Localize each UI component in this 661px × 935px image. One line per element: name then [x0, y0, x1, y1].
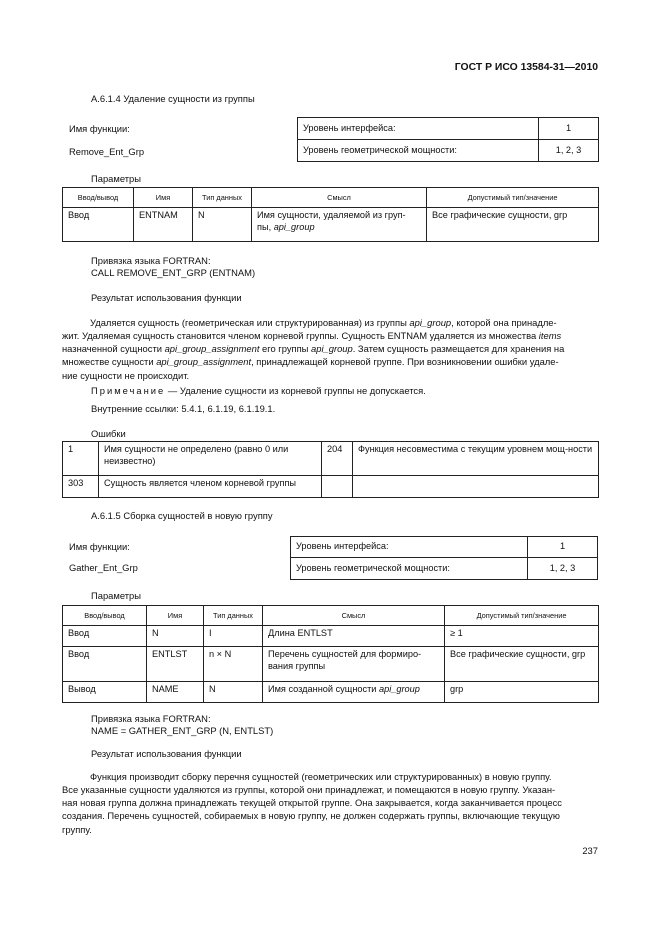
params-label-gather: Параметры — [91, 590, 141, 601]
page-number: 237 — [582, 845, 598, 856]
table-row: Ввод ENTNAM N Имя сущности, удаляемой из груп- пы, api_group Все графические сущности, grp — [63, 208, 599, 242]
document-header: ГОСТ Р ИСО 13584-31—2010 — [454, 62, 598, 73]
geometry-level-value: 1, 2, 3 — [539, 140, 599, 162]
fn-name-gather: Gather_Ent_Grp — [69, 562, 138, 573]
errors-table — [62, 441, 599, 498]
fortran-binding-remove: Привязка языка FORTRAN: CALL REMOVE_ENT_GRP (ENTNAM) — [91, 255, 256, 279]
params-label-remove: Параметры — [91, 173, 141, 184]
fortran-binding-gather: Привязка языка FORTRAN: NAME = GATHER_ENT_GRP (N, ENTLST) — [91, 713, 274, 737]
params-table-gather: Ввод/вывод Имя Тип данных Смысл Допустимый тип/значение Ввод N I Длина ENTLST ≥ 1 Ввод ENTLST n × N Перечень сущностей для формиро-вания группы Все графические сущности, grp Вывод NAME N Имя созданной сущности api_group grp — [62, 605, 599, 703]
fn-label-remove: Имя функции: — [69, 123, 130, 134]
table-row: 1 Имя сущности не определено (равно 0 или неизвестно) 204 Функция несовместима с текущим уровнем мощ-ности — [63, 442, 599, 476]
note: Примечание — Удаление сущности из корневой группы не допускается. — [91, 385, 426, 396]
col-meaning: Смысл — [252, 188, 427, 208]
internal-refs: Внутренние ссылки: 5.4.1, 6.1.19, 6.1.19.1. — [91, 403, 276, 414]
table-row: Вывод NAME N Имя созданной сущности api_group grp — [63, 682, 599, 703]
col-allowed: Допустимый тип/значение — [427, 188, 599, 208]
col-io: Ввод/вывод — [63, 188, 134, 208]
table-row: Ввод N I Длина ENTLST ≥ 1 — [63, 626, 599, 647]
section-title-remove: А.6.1.4 Удаление сущности из группы — [91, 93, 255, 104]
interface-level-value: 1 — [539, 118, 599, 140]
fn-label-gather: Имя функции: — [69, 541, 130, 552]
level-table-remove — [297, 117, 599, 162]
fn-name-remove: Remove_Ent_Grp — [69, 146, 145, 157]
params-table-remove — [62, 187, 599, 242]
result-label-gather: Результат использования функции — [91, 748, 242, 759]
result-paragraph-remove: Удаляется сущность (геометрическая или структурированная) из группы api_group, которой она принадле- жит. Удаляемая сущность становится членом корневой группы. Сущность ENTNAM удаляется из множества items назначенной сущности api_group_assignment его группы api_group. Затем сущность размещается для хранения на множестве сущности api_group_assignment, принадлежащей корневой группе. При возникновении ошибки удале- ние сущности не происходит. — [62, 317, 565, 381]
result-paragraph-gather: Функция производит сборку перечня сущностей (геометрических или структурированных) в новую группу. Все указанные сущности удаляются из группы, которой они принадлежат, и помещаются в новую группу. Указан- ная новая группа должна принадлежать текущей открытой группе. Она закрывается, когда заканчивается процесс создания. Перечень сущностей, собираемых в новую группу, не должен содержать группы, включающие текущую группу. — [62, 771, 562, 835]
level-table-gather: Уровень интерфейса: 1 Уровень геометрической мощности: 1, 2, 3 — [290, 536, 598, 580]
geometry-level-label: Уровень геометрической мощности: — [298, 140, 539, 162]
errors-label: Ошибки — [91, 428, 126, 439]
table-row: Ввод ENTLST n × N Перечень сущностей для формиро-вания группы Все графические сущности, grp — [63, 647, 599, 682]
col-name: Имя — [134, 188, 193, 208]
col-type: Тип данных — [193, 188, 252, 208]
result-label-remove: Результат использования функции — [91, 292, 242, 303]
interface-level-label: Уровень интерфейса: — [298, 118, 539, 140]
table-row: 303 Сущность является членом корневой группы — [63, 476, 599, 498]
section-title-gather: А.6.1.5 Сборка сущностей в новую группу — [91, 510, 273, 521]
